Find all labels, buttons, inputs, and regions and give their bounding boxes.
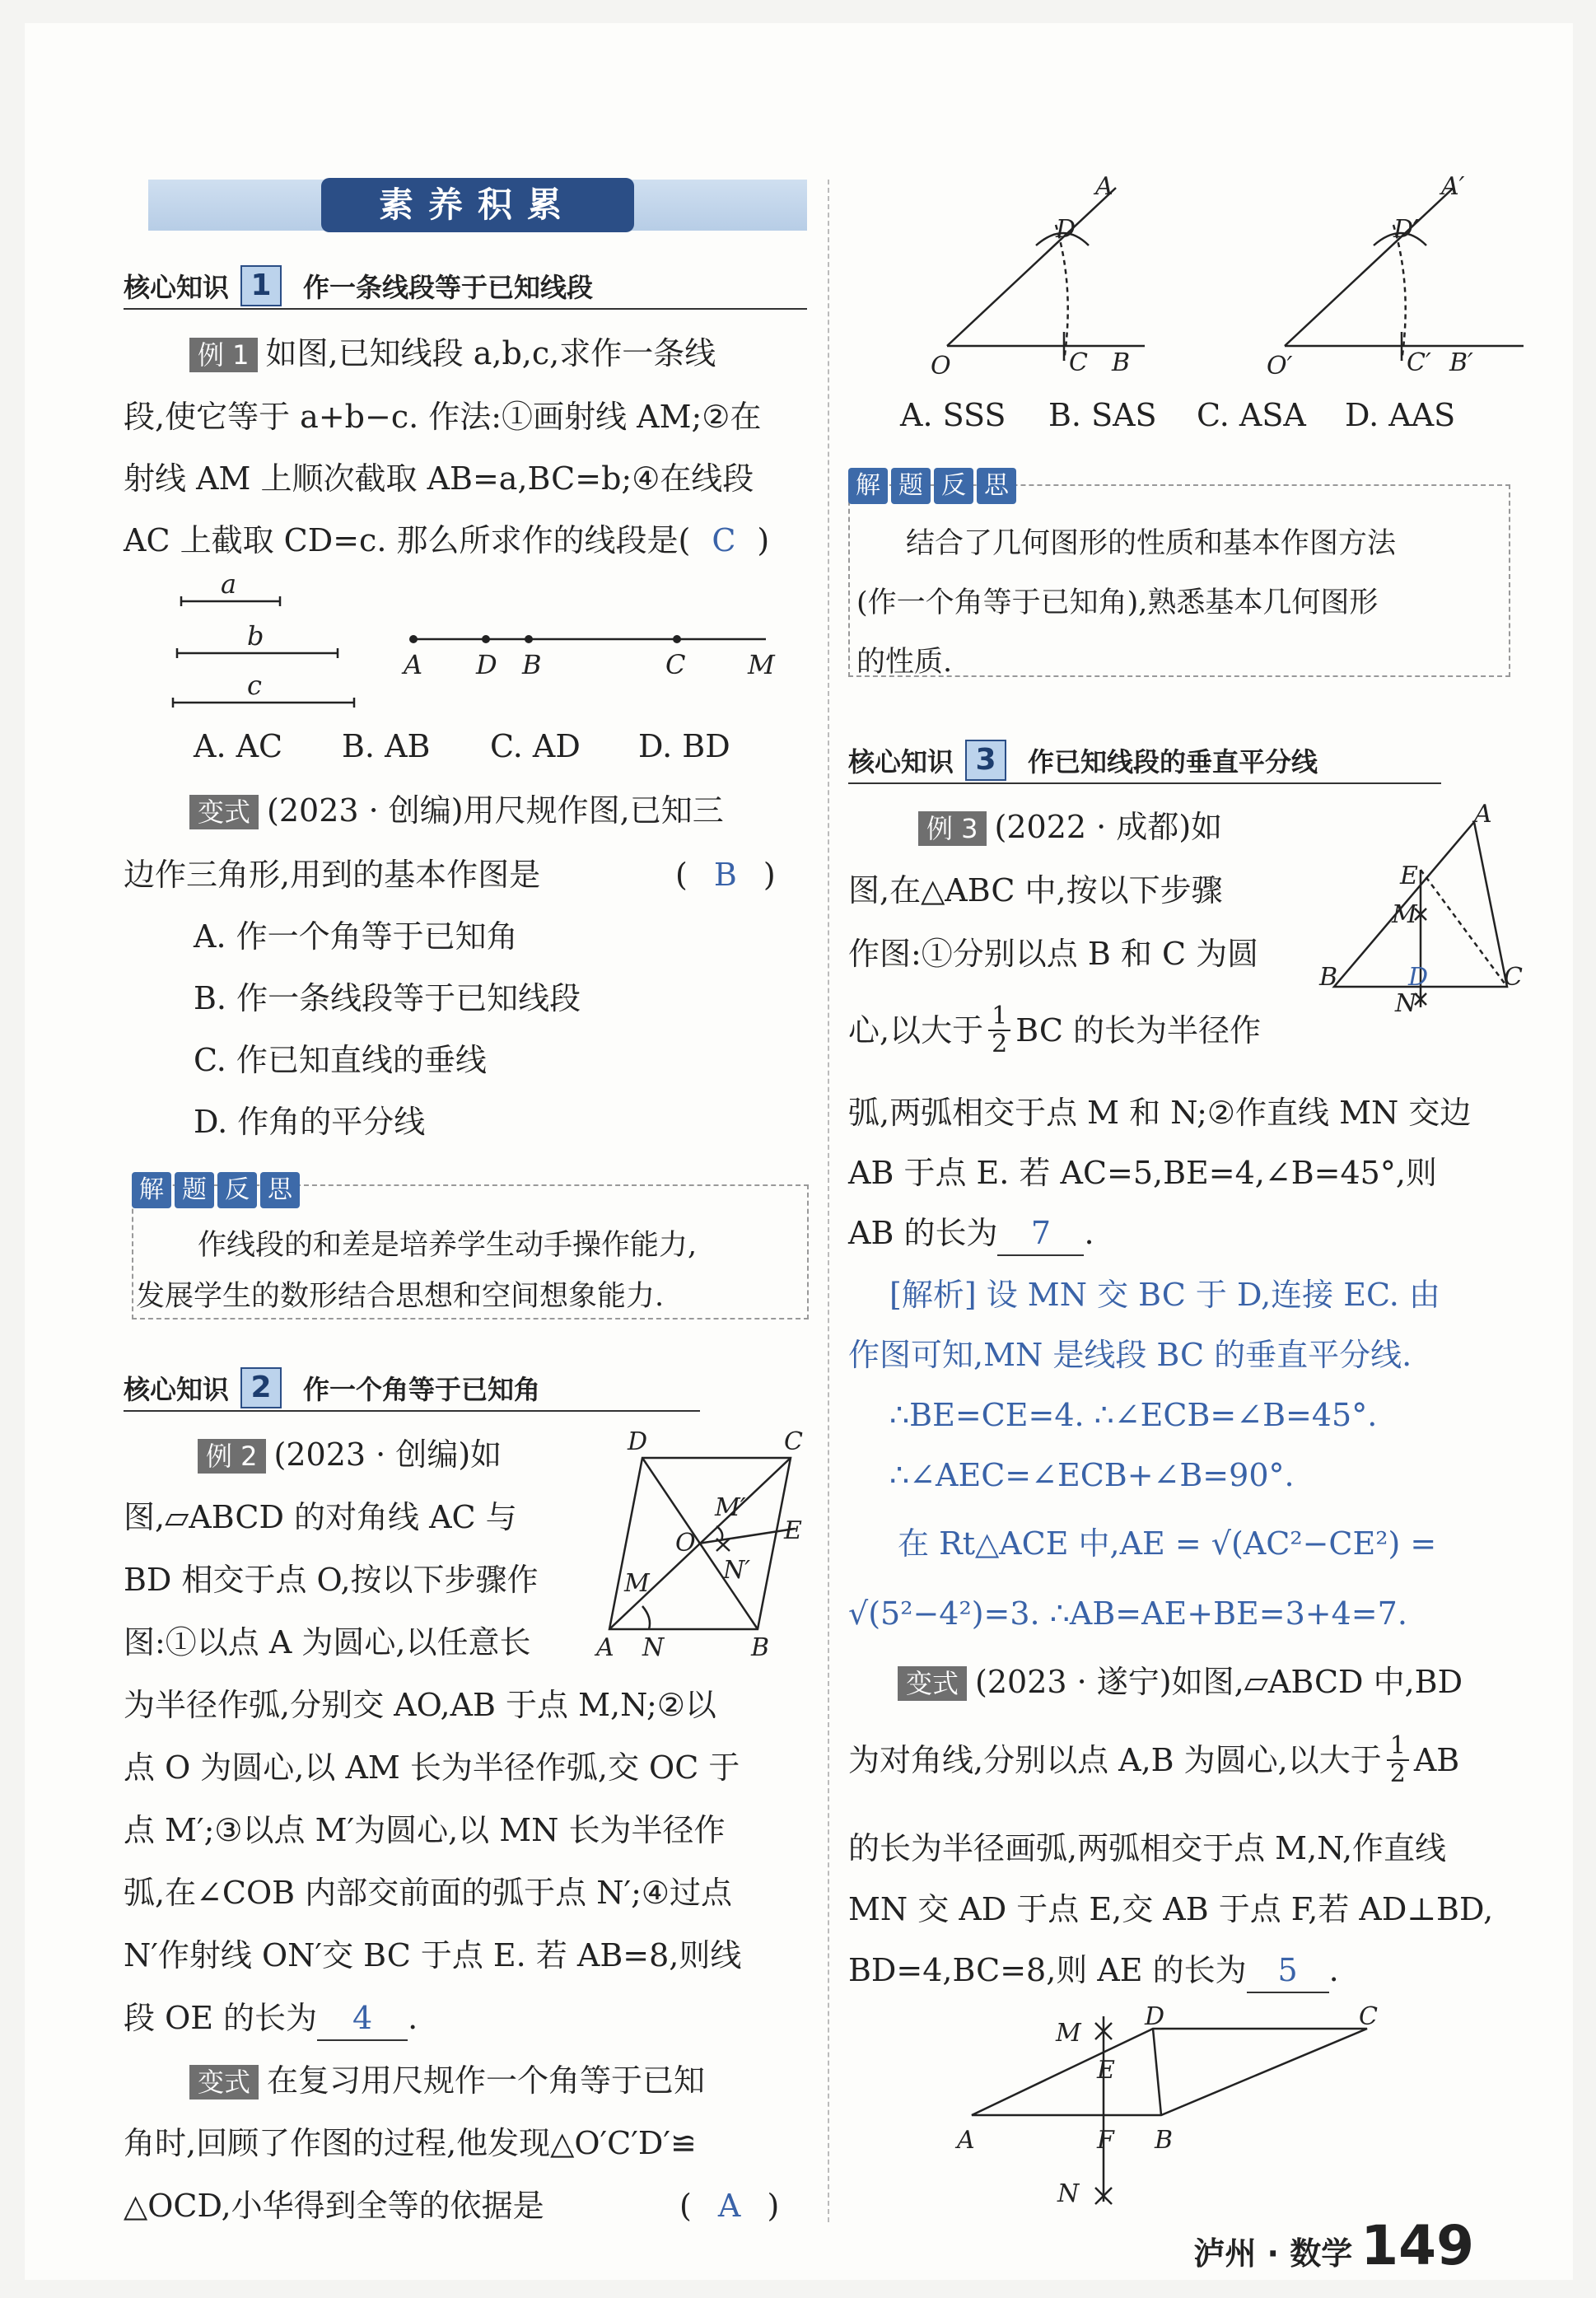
column-divider (828, 180, 829, 2222)
example-2-line3: BD 相交于点 O,按以下步骤作 (124, 1562, 539, 1598)
fraction-half: 1 2 (988, 1003, 1010, 1058)
fig-angle-D: D (1056, 215, 1076, 244)
solution-line6: √(5²−4²)=3. ∴AB=AE+BE=3+4=7. (848, 1595, 1407, 1632)
answer-blank: 4 (317, 1997, 408, 2041)
example-2-line5: 为半径作弧,分别交 AO,AB 于点 M,N;②以 (124, 1687, 716, 1723)
answer: C (712, 522, 736, 558)
triangle-figure (1309, 797, 1524, 1011)
var1-option-d: D. 作角的平分线 (194, 1104, 426, 1140)
example-2-line2: 图,▱ABCD 的对角线 AC 与 (124, 1499, 517, 1535)
fig-angle-B2: B′ (1449, 348, 1473, 377)
example-3-line2: 图,在△ABC 中,按以下步骤 (848, 872, 1223, 908)
fig-angle-O2: O′ (1267, 352, 1293, 377)
pt-M: M (748, 649, 775, 680)
label-c: c (247, 670, 262, 701)
example-2-line9: N′作射线 ON′交 BC 于点 E. 若 AB=8,则线 (124, 1937, 742, 1973)
page-number: 149 (1360, 2214, 1474, 2277)
pt-C: C (665, 649, 686, 680)
reflection-heading: 解 题 反 思 (132, 1172, 300, 1208)
fig-angle-A: A (1095, 172, 1113, 201)
variation-3-line3: 的长为半径画弧,两弧相交于点 M,N,作直线 (848, 1830, 1447, 1866)
variation-3-line1: 变式 (2023 · 遂宁)如图,▱ABCD 中,BD (898, 1660, 1463, 1703)
example-1-line2: 段,使它等于 a+b−c. 作法:①画射线 AM;②在 (124, 399, 762, 435)
fig-angle-D2: D′ (1393, 215, 1419, 244)
example-2-line7: 点 M′;③以点 M′为圆心,以 MN 长为半径作 (124, 1812, 726, 1848)
variation-3-line5: BD=4,BC=8,则 AE 的长为 5 . (848, 1949, 1339, 1993)
answer-blank: 7 (997, 1212, 1084, 1256)
parallelogram-2-figure (947, 2000, 1408, 2214)
solution-line1: [解析] 设 MN 交 BC 于 D,连接 EC. 由 (889, 1277, 1440, 1313)
variation-3-line2: 为对角线,分别以点 A,B 为圆心,以大于 1 2 AB (848, 1731, 1460, 1788)
example-3-line1: 例 3 (2022 · 成都)如 (918, 806, 1222, 848)
var2-option-a: A. SSS (900, 397, 1006, 433)
reflection-1-line2: 发展学生的数形结合思想和空间想象能力. (136, 1280, 665, 1313)
fig3-M: M (1392, 900, 1417, 929)
reflection-2-line2: (作一个角等于已知角),熟悉基本几何图形 (856, 586, 1379, 619)
example-2-line10: 段 OE 的长为 4 . (124, 1997, 418, 2041)
fig4-E: E (1097, 2056, 1115, 2085)
solution-line3: ∴BE=CE=4. ∴∠ECB=∠B=45°. (889, 1397, 1378, 1433)
var1-option-a: A. 作一个角等于已知角 (194, 918, 518, 955)
example-3-line7: AB 的长为 7 . (848, 1212, 1094, 1256)
example-2-line4: 图:①以点 A 为圆心,以任意长 (124, 1624, 531, 1660)
option-a: A. AC (194, 728, 283, 764)
kp-label: 核心知识 (124, 272, 230, 303)
solution-line5: 在 Rt△ACE 中,AE = √(AC²−CE²) = (898, 1525, 1437, 1562)
var1-option-c: C. 作已知直线的垂线 (194, 1042, 487, 1078)
fig-angle-C: C (1069, 348, 1088, 377)
example-tag: 例 1 (189, 338, 258, 372)
fig-angle-C2: C′ (1407, 348, 1431, 377)
fig4-N: N (1057, 2179, 1080, 2208)
angle-figure (873, 155, 1548, 377)
fig4-C: C (1359, 2002, 1378, 2031)
variation-1-answer: ( B ) (675, 857, 776, 893)
example-3-line5: 弧,两弧相交于点 M 和 N;②作直线 MN 交边 (848, 1095, 1472, 1131)
example-1-line3: 射线 AM 上顺次截取 AB=a,BC=b;④在线段 (124, 460, 754, 497)
variation-2-line3: △OCD,小华得到全等的依据是 (124, 2188, 544, 2224)
publication-label: 泸州 · 数学 (1193, 2235, 1353, 2272)
knowledge-point-3: 核心知识 3 作已知线段的垂直平分线 (848, 738, 1441, 784)
fig2-N: N (642, 1633, 665, 1662)
reflection-1-line1: 作线段的和差是培养学生动手操作能力, (198, 1229, 698, 1262)
example-3-line6: AB 于点 E. 若 AC=5,BE=4,∠B=45°,则 (848, 1155, 1437, 1191)
page (25, 23, 1573, 2280)
fig2-M: M (624, 1569, 650, 1598)
variation-1-line1: 变式 (2023 · 创编)用尺规作图,已知三 (189, 789, 724, 832)
example-3-line3: 作图:①分别以点 B 和 C 为圆 (848, 936, 1259, 972)
fig-angle-A2: A′ (1441, 172, 1465, 201)
fig4-A: A (957, 2126, 975, 2155)
fig2-C: C (784, 1427, 803, 1456)
knowledge-point-2: 核心知识 2 作一个角等于已知角 (124, 1366, 700, 1412)
page-footer (1193, 2214, 1474, 2277)
parallelogram-figure (593, 1423, 815, 1662)
kp-number: 1 (240, 265, 282, 306)
example-2-line6: 点 O 为圆心,以 AM 长为半径作弧,交 OC 于 (124, 1749, 740, 1786)
kp-title: 作一条线段等于已知线段 (303, 272, 594, 303)
reflection-2-line3: 的性质. (856, 646, 953, 679)
option-d: D. BD (638, 728, 730, 764)
segment-figure (148, 567, 791, 711)
fig4-M: M (1056, 2019, 1081, 2048)
fig3-A: A (1474, 800, 1492, 829)
fig4-B: B (1155, 2126, 1174, 2155)
fig2-O: O (675, 1529, 696, 1558)
example-1-line4: AC 上截取 CD=c. 那么所求作的线段是( C ) (124, 522, 770, 558)
section-banner: 素养积累 (321, 178, 634, 232)
fig2-E: E (784, 1516, 802, 1545)
pt-A: A (404, 649, 423, 680)
example-1-line1: 例 1 如图,已知线段 a,b,c,求作一条线 (189, 332, 716, 375)
pt-D: D (476, 649, 497, 680)
variation-tag: 变式 (189, 795, 259, 829)
fig2-N2: N′ (723, 1556, 751, 1585)
var1-option-b: B. 作一条线段等于已知线段 (194, 980, 581, 1016)
example-2-line8: 弧,在∠COB 内部交前面的弧于点 N′;④过点 (124, 1875, 732, 1911)
fig2-B: B (751, 1633, 770, 1662)
fig3-B: B (1319, 963, 1338, 992)
label-a: a (221, 568, 237, 600)
solution-line4: ∴∠AEC=∠ECB+∠B=90°. (889, 1457, 1295, 1493)
variation-3-line4: MN 交 AD 于点 E,交 AB 于点 F,若 AD⊥BD, (848, 1891, 1494, 1927)
fig3-D: D (1408, 963, 1429, 992)
fig3-E: E (1400, 862, 1418, 890)
fig2-M2: M′ (715, 1493, 746, 1522)
fig2-D: D (628, 1427, 648, 1456)
option-c: C. AD (490, 728, 581, 764)
reflection-2-line1: 结合了几何图形的性质和基本作图方法 (906, 527, 1397, 560)
var2-option-b: B. SAS (1048, 397, 1157, 433)
pt-B: B (522, 649, 542, 680)
fig4-F: F (1097, 2126, 1114, 2155)
label-b: b (247, 620, 264, 652)
variation-2-answer: ( A ) (679, 2188, 780, 2224)
fig3-N: N (1395, 989, 1417, 1011)
fig2-A: A (596, 1633, 614, 1662)
knowledge-point-1 (124, 264, 807, 310)
variation-2-line2: 角时,回顾了作图的过程,他发现△O′C′D′≌ (124, 2125, 697, 2161)
variation-1-line2: 边作三角形,用到的基本作图是 (124, 857, 541, 893)
solution-line2: 作图可知,MN 是线段 BC 的垂直平分线. (848, 1337, 1412, 1373)
reflection-heading-2: 解 题 反 思 (848, 468, 1016, 504)
fig-angle-O: O (931, 352, 951, 377)
fig4-D: D (1145, 2002, 1165, 2031)
fig-angle-B: B (1112, 348, 1131, 377)
fraction-half: 1 2 (1387, 1733, 1409, 1787)
example-3-line4: 心,以大于 1 2 BC 的长为半径作 (848, 1002, 1261, 1058)
option-b: B. AB (342, 728, 431, 764)
variation-2-line1: 变式 在复习用尺规作一个角等于已知 (189, 2059, 705, 2102)
var2-option-c: C. ASA (1197, 397, 1306, 433)
var2-option-d: D. AAS (1345, 397, 1456, 433)
example-2-line1: 例 2 (2023 · 创编)如 (198, 1433, 502, 1476)
fig3-C: C (1504, 963, 1523, 992)
answer-blank: 5 (1247, 1949, 1329, 1993)
